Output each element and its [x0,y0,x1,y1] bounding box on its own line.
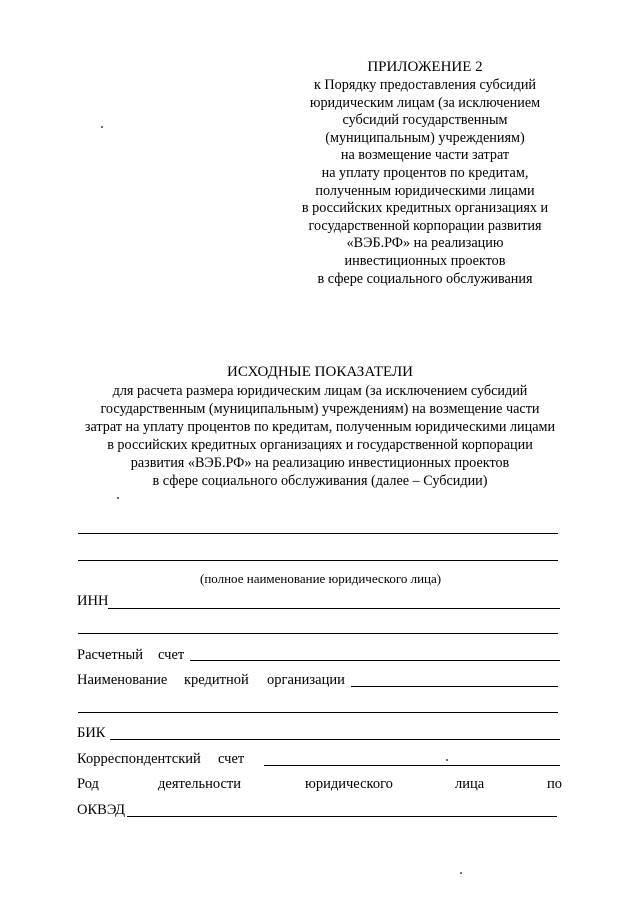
bik-label: БИК [77,725,106,741]
activity-label-word: Род [77,776,99,792]
inn-field-line[interactable] [108,608,560,609]
inn-label: ИНН [77,593,109,609]
appendix-line: «ВЭБ.РФ» на реализацию [346,235,504,252]
heading-line: для расчета размера юридическим лицам (за исключением субсидий [112,383,528,399]
scan-speck [117,497,119,499]
appendix-line: к Порядку предоставления субсидий [313,77,537,93]
corr-label-word: Корреспондентский [77,751,201,767]
activity-label-word: деятельности [158,776,242,792]
account-label-word: Расчетный [77,647,143,663]
appendix-line: субсидий государственным [342,112,508,129]
heading-line: в сфере социального обслуживания (далее – Субсидии) [152,473,488,489]
bank-label-word: Наименование [77,672,168,688]
scan-speck [446,759,448,761]
corr-label-word: счет [218,751,245,767]
account-field-line[interactable] [190,660,560,661]
bank-label-word: кредитной [184,672,249,688]
heading-line: государственным (муниципальным) учреждениям) на возмещение части [100,401,540,417]
extra-line-2[interactable] [78,712,558,713]
account-label-word: счет [158,647,185,663]
appendix-line: (муниципальным) учреждениям) [325,129,525,146]
activity-label-word: лица [455,776,485,792]
bank-label-word: организации [267,672,345,688]
company-name-hint: (полное наименование юридического лица) [200,571,442,586]
appendix-line: юридическим лицам (за исключением [309,94,541,111]
appendix-block [275,58,575,288]
heading-line: в российских кредитных организациях и государственной корпорации [107,437,533,453]
document-heading [50,362,590,490]
heading-title: ИСХОДНЫЕ ПОКАЗАТЕЛИ [227,364,413,380]
activity-label-word: юридического [305,776,393,792]
corr-field-line[interactable] [264,765,560,766]
appendix-line: на возмещение части затрат [340,147,510,164]
heading-line: развития «ВЭБ.РФ» на реализацию инвестиционных проектов [130,455,510,471]
okved-field-line[interactable] [127,816,557,817]
extra-line-1[interactable] [78,633,558,634]
appendix-title: ПРИЛОЖЕНИЕ 2 [367,59,483,75]
heading-line: затрат на уплату процентов по кредитам, полученным юридическими лицами [84,419,556,435]
appendix-line: в сфере социального обслуживания [317,270,533,287]
appendix-line: полученным юридическими лицами [315,182,535,199]
scan-speck [460,872,462,874]
appendix-line: на уплату процентов по кредитам, [321,164,529,181]
scan-speck [101,126,103,128]
bik-field-line[interactable] [110,739,560,740]
appendix-line: государственной корпорации развития [308,217,542,234]
bank-field-line[interactable] [351,686,558,687]
company-name-line-2[interactable] [78,560,558,561]
activity-label-word: по [547,776,563,792]
appendix-line: в российских кредитных организациях и [301,200,549,217]
okved-label: ОКВЭД [77,802,126,818]
company-name-line-1[interactable] [78,533,558,534]
appendix-line: инвестиционных проектов [344,252,506,269]
